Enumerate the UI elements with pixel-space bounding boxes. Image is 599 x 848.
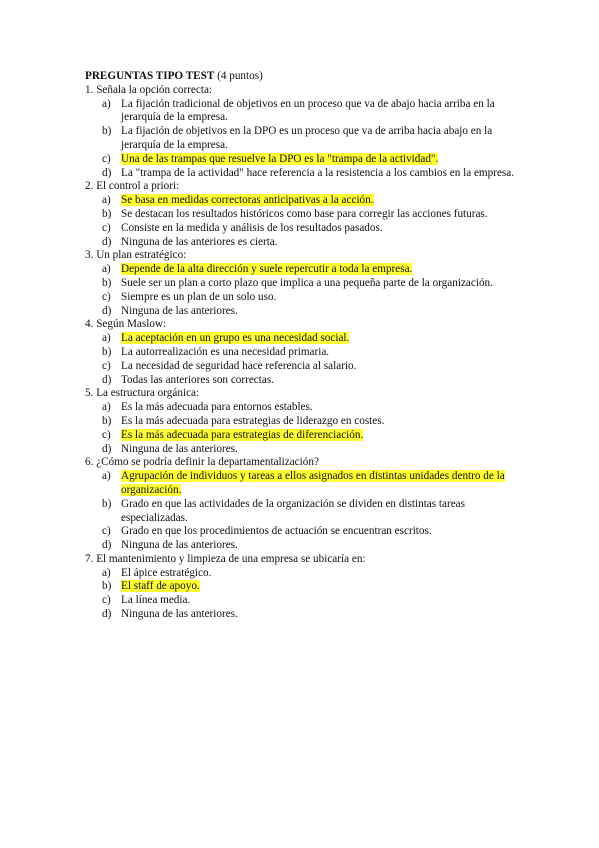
option-letter: a) xyxy=(102,263,111,276)
option-text: Siempre es un plan de un solo uso. xyxy=(121,290,277,303)
option-list xyxy=(85,263,525,318)
heading-title: PREGUNTAS TIPO TEST xyxy=(85,70,215,82)
answer-option xyxy=(85,125,525,153)
answer-option xyxy=(85,263,525,277)
answer-option xyxy=(85,374,525,388)
option-letter: c) xyxy=(102,594,111,607)
option-text: La fijación de objetivos en la DPO es un proceso que va de arriba hacia abajo en la jerarquía de la empresa. xyxy=(121,125,493,151)
highlighted-answer-text: Depende de la alta dirección y suele repercutir a toda la empresa. xyxy=(121,263,413,276)
answer-option xyxy=(85,539,525,553)
option-list xyxy=(85,194,525,249)
question-6 xyxy=(85,456,525,553)
highlighted-answer-text: Una de las trampas que resuelve la DPO es la "trampa de la actividad". xyxy=(121,152,439,165)
answer-option xyxy=(85,470,525,498)
answer-option xyxy=(85,594,525,608)
option-letter: c) xyxy=(102,221,111,234)
answer-option xyxy=(85,525,525,539)
option-text: Grado en que las actividades de la organización se dividen en distintas tareas especializadas. xyxy=(121,497,465,524)
answer-option xyxy=(85,208,525,222)
answer-option xyxy=(85,194,525,208)
option-letter: a) xyxy=(102,332,111,345)
answer-option xyxy=(85,222,525,236)
section-heading xyxy=(85,70,525,84)
question-text: 1. Señala la opción correcta: xyxy=(85,83,213,96)
question-text: 5. La estructura orgánica: xyxy=(85,387,200,400)
answer-option xyxy=(85,360,525,374)
option-text: La "trampa de la actividad" hace referencia a la resistencia a los cambios en la empresa. xyxy=(121,166,515,179)
option-text: Grado en que los procedimientos de actuación se encuentran escritos. xyxy=(121,525,432,538)
option-letter: c) xyxy=(102,152,111,165)
heading-points: (4 puntos) xyxy=(217,70,263,82)
option-letter: a) xyxy=(102,470,111,483)
question-7 xyxy=(85,553,525,622)
option-letter: b) xyxy=(102,414,112,427)
answer-option xyxy=(85,346,525,360)
option-text: La fijación tradicional de objetivos en un proceso que va de abajo hacia arriba en la jerarquía de la empresa. xyxy=(121,97,495,124)
option-text: La autorrealización es una necesidad primaria. xyxy=(121,345,330,358)
option-text: Se destacan los resultados históricos como base para corregir las acciones futuras. xyxy=(121,207,488,220)
option-letter: a) xyxy=(102,566,111,579)
option-text: Ninguna de las anteriores. xyxy=(121,608,238,621)
answer-option xyxy=(85,291,525,305)
option-text: Ninguna de las anteriores. xyxy=(121,304,238,317)
option-text: Consiste en la medida y análisis de los resultados pasados. xyxy=(121,221,383,234)
option-text: Todas las anteriores son correctas. xyxy=(121,373,274,386)
answer-option xyxy=(85,608,525,622)
option-letter: a) xyxy=(102,401,111,414)
question-1 xyxy=(85,84,525,181)
option-letter: d) xyxy=(102,304,112,317)
option-letter: c) xyxy=(102,428,111,441)
option-list xyxy=(85,470,525,553)
question-text: 3. Un plan estratégico: xyxy=(85,249,187,262)
option-text: La línea media. xyxy=(121,594,191,607)
option-text: Ninguna de las anteriores es cierta. xyxy=(121,235,278,248)
option-letter: a) xyxy=(102,194,111,207)
option-letter: b) xyxy=(102,497,112,510)
answer-option xyxy=(85,305,525,319)
answer-option xyxy=(85,567,525,581)
answer-option xyxy=(85,415,525,429)
option-letter: d) xyxy=(102,235,112,248)
answer-option xyxy=(85,429,525,443)
highlighted-answer-text: El staff de apoyo. xyxy=(121,580,200,593)
option-letter: b) xyxy=(102,345,112,358)
question-list xyxy=(85,84,525,622)
option-letter: a) xyxy=(102,97,111,110)
option-text: El ápice estratégico. xyxy=(121,566,212,579)
answer-option xyxy=(85,153,525,167)
question-4 xyxy=(85,318,525,387)
option-list xyxy=(85,401,525,456)
question-text: 4. Según Maslow: xyxy=(85,318,167,331)
option-text: Es la más adecuada para estrategias de liderazgo en costes. xyxy=(121,414,385,427)
question-3 xyxy=(85,249,525,318)
option-text: Ninguna de las anteriores. xyxy=(121,539,238,552)
option-letter: b) xyxy=(102,125,112,138)
answer-option xyxy=(85,167,525,181)
highlighted-answer-text: Agrupación de individuos y tareas a ellos asignados en distintas unidades dentro de la organización. xyxy=(121,470,505,496)
question-text: 2. El control a priori: xyxy=(85,180,180,193)
answer-option xyxy=(85,332,525,346)
option-letter: c) xyxy=(102,290,111,303)
question-text: 6. ¿Cómo se podría definir la departamentalización? xyxy=(85,456,319,469)
option-letter: d) xyxy=(102,608,112,621)
option-letter: b) xyxy=(102,276,112,289)
answer-option xyxy=(85,580,525,594)
answer-option xyxy=(85,401,525,415)
highlighted-answer-text: Es la más adecuada para estrategias de diferenciación. xyxy=(121,428,364,441)
option-text: Suele ser un plan a corto plazo que implica a una pequeña parte de la organización. xyxy=(121,276,493,289)
option-letter: d) xyxy=(102,442,112,455)
option-letter: d) xyxy=(102,373,112,386)
question-text: 7. El mantenimiento y limpieza de una empresa se ubicaría en: xyxy=(85,552,366,565)
option-list xyxy=(85,567,525,622)
answer-option xyxy=(85,443,525,457)
option-letter: c) xyxy=(102,359,111,372)
question-5 xyxy=(85,387,525,456)
answer-option xyxy=(85,498,525,526)
option-text: La necesidad de seguridad hace referencia al salario. xyxy=(121,359,357,372)
answer-option xyxy=(85,277,525,291)
option-letter: b) xyxy=(102,207,112,220)
option-text: Es la más adecuada para entornos estables. xyxy=(121,401,313,414)
test-content xyxy=(85,70,525,622)
highlighted-answer-text: Se basa en medidas correctoras anticipativas a la acción. xyxy=(121,194,374,207)
highlighted-answer-text: La aceptación en un grupo es una necesidad social. xyxy=(121,332,350,345)
option-letter: c) xyxy=(102,525,111,538)
option-list xyxy=(85,332,525,387)
option-letter: b) xyxy=(102,580,112,593)
option-letter: d) xyxy=(102,166,112,179)
option-text: Ninguna de las anteriores. xyxy=(121,442,238,455)
answer-option xyxy=(85,236,525,250)
option-letter: d) xyxy=(102,539,112,552)
option-list xyxy=(85,98,525,181)
answer-option xyxy=(85,98,525,126)
question-2 xyxy=(85,180,525,249)
